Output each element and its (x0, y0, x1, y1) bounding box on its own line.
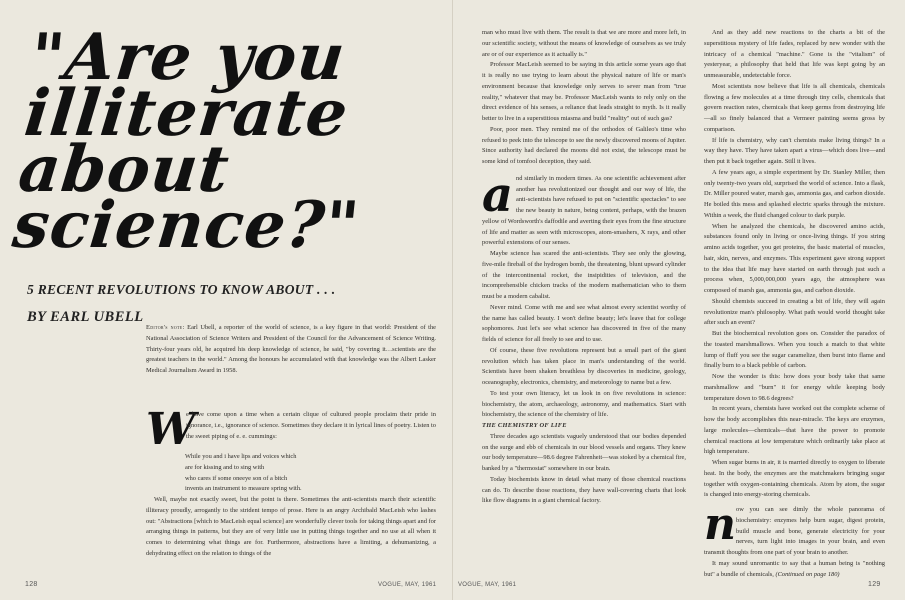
body-paragraph: Well, maybe not exactly sweet, but the point is there. Sometimes the anti-scientists march their scientific illiteracy proudly, arrogantly to the strident tempo of prose. Here is an angry Archibald MacLeish who lashes out: "Abstractions [which to MacLeish equal science] are wonderfully clever tools for taking things apart and for arranging things in patterns, but they are of very little use in putting things together and no use at all when it comes to determining what things are for. Furthermore, abstractions have a limiting, a dehumanizing, a dehydrating effect on the relation to things of the (146, 496, 436, 557)
byline: BY EARL UBELL (27, 309, 144, 325)
drop-cap: a (482, 166, 514, 223)
body-column-3 (704, 28, 885, 580)
headline-line: science?" (9, 188, 364, 263)
body-paragraph: But the biochemical revolution goes on. Consider the paradox of the toasted marshmallows. When you touch a match to that white lump of fluff you see the sugar caramelize, then burst into flame and finally burn to a black pebble of carbon. (704, 330, 885, 370)
poem-line: who cares if some oneeye son of a bitch (185, 474, 288, 482)
page-number-left: 128 (25, 581, 38, 588)
body-paragraph: nd similarly in modern times. As one scientific achievement after another has revolutionized our thought and our way of life, the anti-scientists have refused to put on "scientific spectacles" to see the new beauty in nature, being content, perhaps, with the brazen yellow of Wordsworth's daffodile and averting their eyes from the fine structure of life and matter as seen with microscopes, atom-smashers, X rays, and other powerful extensions of our senses. (482, 174, 686, 247)
section-heading: THE CHEMISTRY OF LIFE (482, 422, 567, 429)
poem-line: While you and i have lips and voices which (185, 453, 297, 460)
body-column-2 (482, 28, 686, 507)
poem-quote (185, 452, 435, 495)
body-paragraph: man who must live with them. The result is that we are more and more left, in our scientific society, without the means of knowledge of ourselves as we truly are or of our experience as it actually is." (482, 29, 686, 58)
dropcap-paragraph (482, 166, 686, 249)
left-body-text (146, 495, 436, 560)
headline-line: about (15, 132, 234, 207)
poem-line: are for kissing and to sing with (185, 463, 265, 471)
body-paragraph: To test your own literacy, let us look in on five revolutions in science: biochemistry, the atom, archaeology, astronomy, and mathematics. Start with biochemistry, the science of the chemistry of life. (482, 389, 686, 419)
body-paragraph: Poor, poor men. They remind me of the orthodox of Galileo's time who refused to peek into the telescope to see the newly discovered moons of Jupiter. Since authority had declared the moons did not exist, the telescope must be some kind of tomfool deception, they said. (482, 125, 686, 165)
editors-note-text: Earl Ubell, a reporter of the world of science, is a key figure in that world: President of the National Association of Science Writers and President of the Council for the Advancement of Science Writing. Thirty-four years old, he acquired his deep knowledge of science, he said, "by covering it…scientists are the greatest teachers in the world." Among the honours he accumulated with that knowledge was the Albert Lasker Medical Journalism Award in 1958. (146, 324, 436, 374)
body-paragraph: Never mind. Come with me and see what almost every scientist worthy of the name has called beauty. I won't define beauty; let's leave that for college sophomores. Just let's see what science has discovered in five of the many fields of science for all freely to see and to use. (482, 303, 686, 343)
intro-paragraph (146, 404, 436, 455)
center-gutter (452, 0, 453, 600)
body-paragraph: A few years ago, a simple experiment by Dr. Stanley Miller, then only twenty-two years old, surprised the world of science. Into a flask, Dr. Miller poured water, marsh gas, ammonia gas, and carbon dioxide. He boiled this mess and splashed electric sparks through the mixture. Within a week, the fluid changed colour to dark purple. (704, 168, 885, 219)
body-paragraph: When sugar burns in air, it is married directly to oxygen to liberate heat. In the body, the enzymes are the matchmakers bringing sugar together with oxygen-containing chemicals. Atom by atom, the sugar is changed into energy-storing chemicals. (704, 459, 885, 499)
continued-note: (Continued on page 180) (775, 570, 840, 578)
issue-line-right: VOGUE, MAY, 1961 (458, 582, 517, 588)
intro-text: e have come upon a time when a certain clique of cultured people proclaim their pride in ignorance, i.e., ignorance of science. Sometimes they declare it in lyrical lines of poetry. Listen to the sweet piping of e. e. cummings: (186, 411, 436, 440)
page-number-right: 129 (868, 581, 881, 588)
poem-line: invents an instrument to measure spring with. (185, 485, 302, 493)
body-paragraph: Three decades ago scientists vaguely understood that our bodies depended on the surge and ebb of chemicals in our blood vessels and organs. They knew our body temperature—98.6 degree Fahrenheit—was stoked by a chemical fire, banked by a "thermostat" somewhere in our brain. (482, 432, 686, 472)
body-paragraph (704, 559, 885, 581)
body-paragraph: Now the wonder is this: how does your body take that same marshmallow and "burn" it for energy while keeping body temperature down to 98.6 degrees? (704, 373, 885, 402)
editors-note-label: Editor's note: (146, 324, 185, 331)
body-paragraph: Professor MacLeish seemed to be saying in this article some years ago that it is really no use trying to learn about the physical nature of life or man's environment because that knowledge only serves to sever man from "true reality," whatever that may be. Professor MacLeish wants to rely only on the direct evidence of his senses, a reliance that leads straight to myth. Is it really better to live in a superstitious miasma and build "reality" out of such gas? (482, 61, 686, 122)
drop-cap: n (704, 499, 736, 550)
headline-line: illiterate (21, 76, 352, 151)
body-paragraph: In recent years, chemists have worked out the complete scheme of how the body accomplishes this near-miracle. The keys are enzymes, large molecules—chemicals—that have the power to promote chemical reactions at low temperature which ordinarily take place at high temperature. (704, 405, 885, 456)
dropcap-paragraph (704, 499, 885, 559)
body-paragraph: Of course, these five revolutions represent but a small part of the giant revolution which has taken place in man's understanding of the world. Scientists have been shaken breathless by discoveries in medicine, geology, oceanography, electronics, chemistry, and meteorology to name but a few. (482, 346, 686, 386)
subheadline: 5 RECENT REVOLUTIONS TO KNOW ABOUT . . . (27, 282, 336, 297)
editors-note (146, 323, 436, 377)
headline-line: "Are you (26, 20, 349, 95)
body-paragraph: ow you can see dimly the whole panorama of biochemistry: enzymes help burn sugar, digest protein, build muscle and bone, generate electricity for your nerves, turn light into images in your brain, and even transmit thoughts from one part of your brain to another. (704, 506, 885, 556)
drop-cap: W (146, 404, 196, 455)
body-text: It may sound unromantic to say that a human being is "nothing but" a bundle of chemicals, (704, 559, 885, 578)
body-paragraph: Most scientists now believe that life is all chemicals, chemicals flowing a few molecules at a time through tiny cells, chemicals that govern reaction rates, chemicals that keep germs from destroying life—all so finely balanced that a Vermeer painting seems gross by comparison. (704, 82, 885, 133)
issue-line-left: VOGUE, MAY, 1961 (378, 582, 437, 588)
body-paragraph: Maybe science has scared the anti-scientists. They see only the glowing, five-mile fireball of the hydrogen bomb, the threatening, blunt upward cylinder of the intercontinental rocket, the insipidities of television, and the incomprehensible chicken tracks of the modern mathematician who to them must be a modern cabalist. (482, 250, 686, 300)
headline (9, 20, 444, 263)
body-paragraph: Should chemists succeed in creating a bit of life, they will again revolutionize man's philosophy. What path would world thought take after such an event? (704, 297, 885, 327)
body-paragraph: Today biochemists know in detail what many of those chemical reactions can do. To describe those reactions, they have wall-covering charts that look like flow diagrams in a giant chemical factory. (482, 475, 686, 505)
body-paragraph: When he analyzed the chemicals, he discovered amino acids, substances found only in living or once-living things. If you string amino acids together, you get proteins, the basic material of muscles, hair, skin, nerves, and enzymes. This experiment gave strong support to the idea that life may have started on earth through just such a process when, 5,000,000,000 years ago, the atmosphere was composed of marsh gas, ammonia gas, and carbon dioxide. (704, 222, 885, 294)
body-paragraph: If life is chemistry, why can't chemists make living things? In a way they have. They have taken apart a virus—which does live—and then put it back together again. Still it lives. (704, 136, 885, 165)
body-paragraph: And as they add new reactions to the charts a bit of the superstitious mystery of life fades, replaced by new wonder with the intricacy of a chemical "machine." Gone is the "vitalism" of yesteryear, a philosophy that held that life was kept going by an unmeasurable, undetectable force. (704, 29, 885, 79)
